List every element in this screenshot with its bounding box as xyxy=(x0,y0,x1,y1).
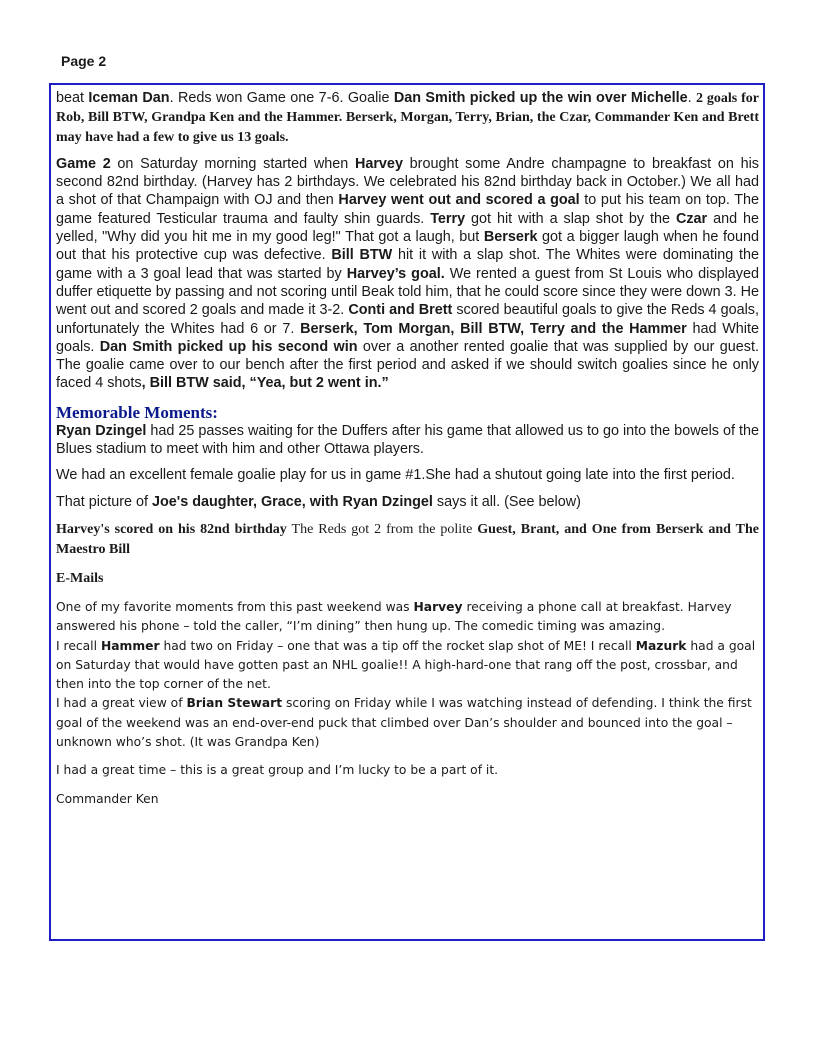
page-number: Page 2 xyxy=(61,53,107,69)
bold-run: Brian Stewart xyxy=(186,696,283,711)
bold-run: Mazurk xyxy=(635,638,687,653)
text-run: I had a great view of xyxy=(56,696,187,711)
text-run: brought some Andre champagne to breakfast on his second 82nd birthday. (Harvey has 2 birthdays. We celebrated his 82nd birthday back in October.) We all had a shot of that Champaign with OJ and then xyxy=(56,155,759,209)
text-run: says it all. (See below) xyxy=(432,493,581,510)
text-run: had two on Friday – one that was a tip off the rocket slap shot of ME! I recall xyxy=(159,638,636,653)
text-run: receiving a phone call at breakfast. Harvey answered his phone – told the caller, “I’m dining” then hung up. The comedic timing was amazing. xyxy=(56,599,732,634)
text-run: to put his team on top. The game featured Testicular trauma and faulty shin guards. xyxy=(56,192,759,227)
memorable-moments-heading: Memorable Moments: xyxy=(56,402,218,422)
email-harvey-phone xyxy=(56,598,759,637)
email-brian-stewart xyxy=(56,694,759,752)
bold-run: , Bill BTW said, “Yea, but 2 went in.” xyxy=(141,375,389,392)
bold-run: Iceman Dan xyxy=(88,90,170,106)
game1-scorers: 2 goals for Rob, Bill BTW, Grandpa Ken and the Hammer. Berserk, Morgan, Terry, Brian, the Czar, Commander Ken and Brett may have had a few to give us 13 goals. xyxy=(56,91,760,145)
newsletter-body-frame xyxy=(49,83,765,941)
bold-run: Joe's daughter, Grace, with Ryan Dzingel xyxy=(152,493,433,510)
text-run: got hit with a slap shot by the xyxy=(465,210,676,227)
bold-run: Bill BTW xyxy=(331,247,393,264)
bold-run: Berserk, Tom Morgan, Bill BTW, Terry and the Hammer xyxy=(300,320,687,337)
game2-paragraph xyxy=(56,155,759,393)
text-run: hit it with a slap shot. The Whites were dominating the game with a 3 goal lead that was started by xyxy=(56,247,759,282)
text-run: I recall xyxy=(56,638,101,653)
text-run: We rented a guest from St Louis who displayed duffer etiquette by passing and not scoring until Beak told him, that he could score since they were down 3. He went out and scored 2 goals and made it 3-2. xyxy=(56,265,759,319)
game1-summary-paragraph xyxy=(56,89,759,147)
picture-caption-paragraph xyxy=(56,493,759,511)
email-signature: Commander Ken xyxy=(56,791,159,806)
text-run: on Saturday morning started when xyxy=(110,155,355,172)
text-run: One of my favorite moments from this past weekend was xyxy=(56,599,414,614)
bold-run: Harvey went out and scored a goal xyxy=(338,192,580,209)
bold-run: Hammer xyxy=(100,638,160,653)
bold-run: Harvey xyxy=(413,599,463,614)
text-run: scored beautiful goals to give the Reds 4 goals, unfortunately the Whites had 6 or 7. xyxy=(56,302,759,337)
bold-run: Harvey's scored on his 82nd birthday xyxy=(56,521,287,537)
text-run: . xyxy=(687,90,697,106)
bold-run: Guest, Brant, and One from Berserk and The Maestro Bill xyxy=(56,521,759,557)
text-run: over a another rented goalie that was supplied by our guest. The goalie came over to our bench after the first period and asked if we should switch goalies since he only faced 4 shots xyxy=(56,338,759,392)
text-run: had 25 passes waiting for the Duffers after his game that allowed us to go into the bowels of the Blues stadium to meet with him and other Ottawa players. xyxy=(56,422,759,458)
emails-heading: E-Mails xyxy=(56,570,104,586)
text-run: The Reds got 2 from the polite xyxy=(286,521,478,537)
text-run: . Reds won Game one 7-6. Goalie xyxy=(169,90,394,106)
bold-run: Ryan Dzingel xyxy=(56,422,147,439)
birthday-goal-paragraph xyxy=(56,520,759,560)
text-run: had White goals. xyxy=(56,320,760,355)
text-run: scoring on Friday while I was watching instead of defending. I think the first goal of the weekend was an end-over-end puck that climbed over Dan’s shoulder and bounced into the goal – unknown who’s shot. (It was Grandpa Ken) xyxy=(56,696,752,750)
bold-run: Dan Smith picked up the win over Michelle xyxy=(393,90,688,106)
bold-run: Harvey’s goal. xyxy=(346,265,445,282)
text-run: got a bigger laugh when he found out that his protective cup was defective. xyxy=(56,229,759,264)
bold-run: Game 2 xyxy=(56,155,111,172)
text-run: That picture of xyxy=(56,493,152,510)
bold-run: Dan Smith picked up his second win xyxy=(99,338,358,355)
bold-run: Terry xyxy=(430,210,466,227)
email-great-time: I had a great time – this is a great group and I’m lucky to be a part of it. xyxy=(56,763,499,778)
bold-run: Conti and Brett xyxy=(348,302,453,319)
text-run: had a goal on Saturday that would have gotten past an NHL goalie!! A high-hard-one that rang off the post, crossbar, and then into the top corner of the net. xyxy=(56,638,756,692)
female-goalie-paragraph: We had an excellent female goalie play for us in game #1.She had a shutout going late into the first period. xyxy=(56,467,735,484)
bold-run: Czar xyxy=(675,210,708,227)
text-run: and he yelled, "Why did you hit me in my good leg!" That got a laugh, but xyxy=(56,210,759,246)
dzingel-paragraph xyxy=(56,422,759,459)
text-run: beat xyxy=(56,90,89,106)
bold-run: Berserk xyxy=(483,229,538,246)
email-hammer-mazurk xyxy=(56,637,759,695)
bold-run: Harvey xyxy=(354,155,403,172)
